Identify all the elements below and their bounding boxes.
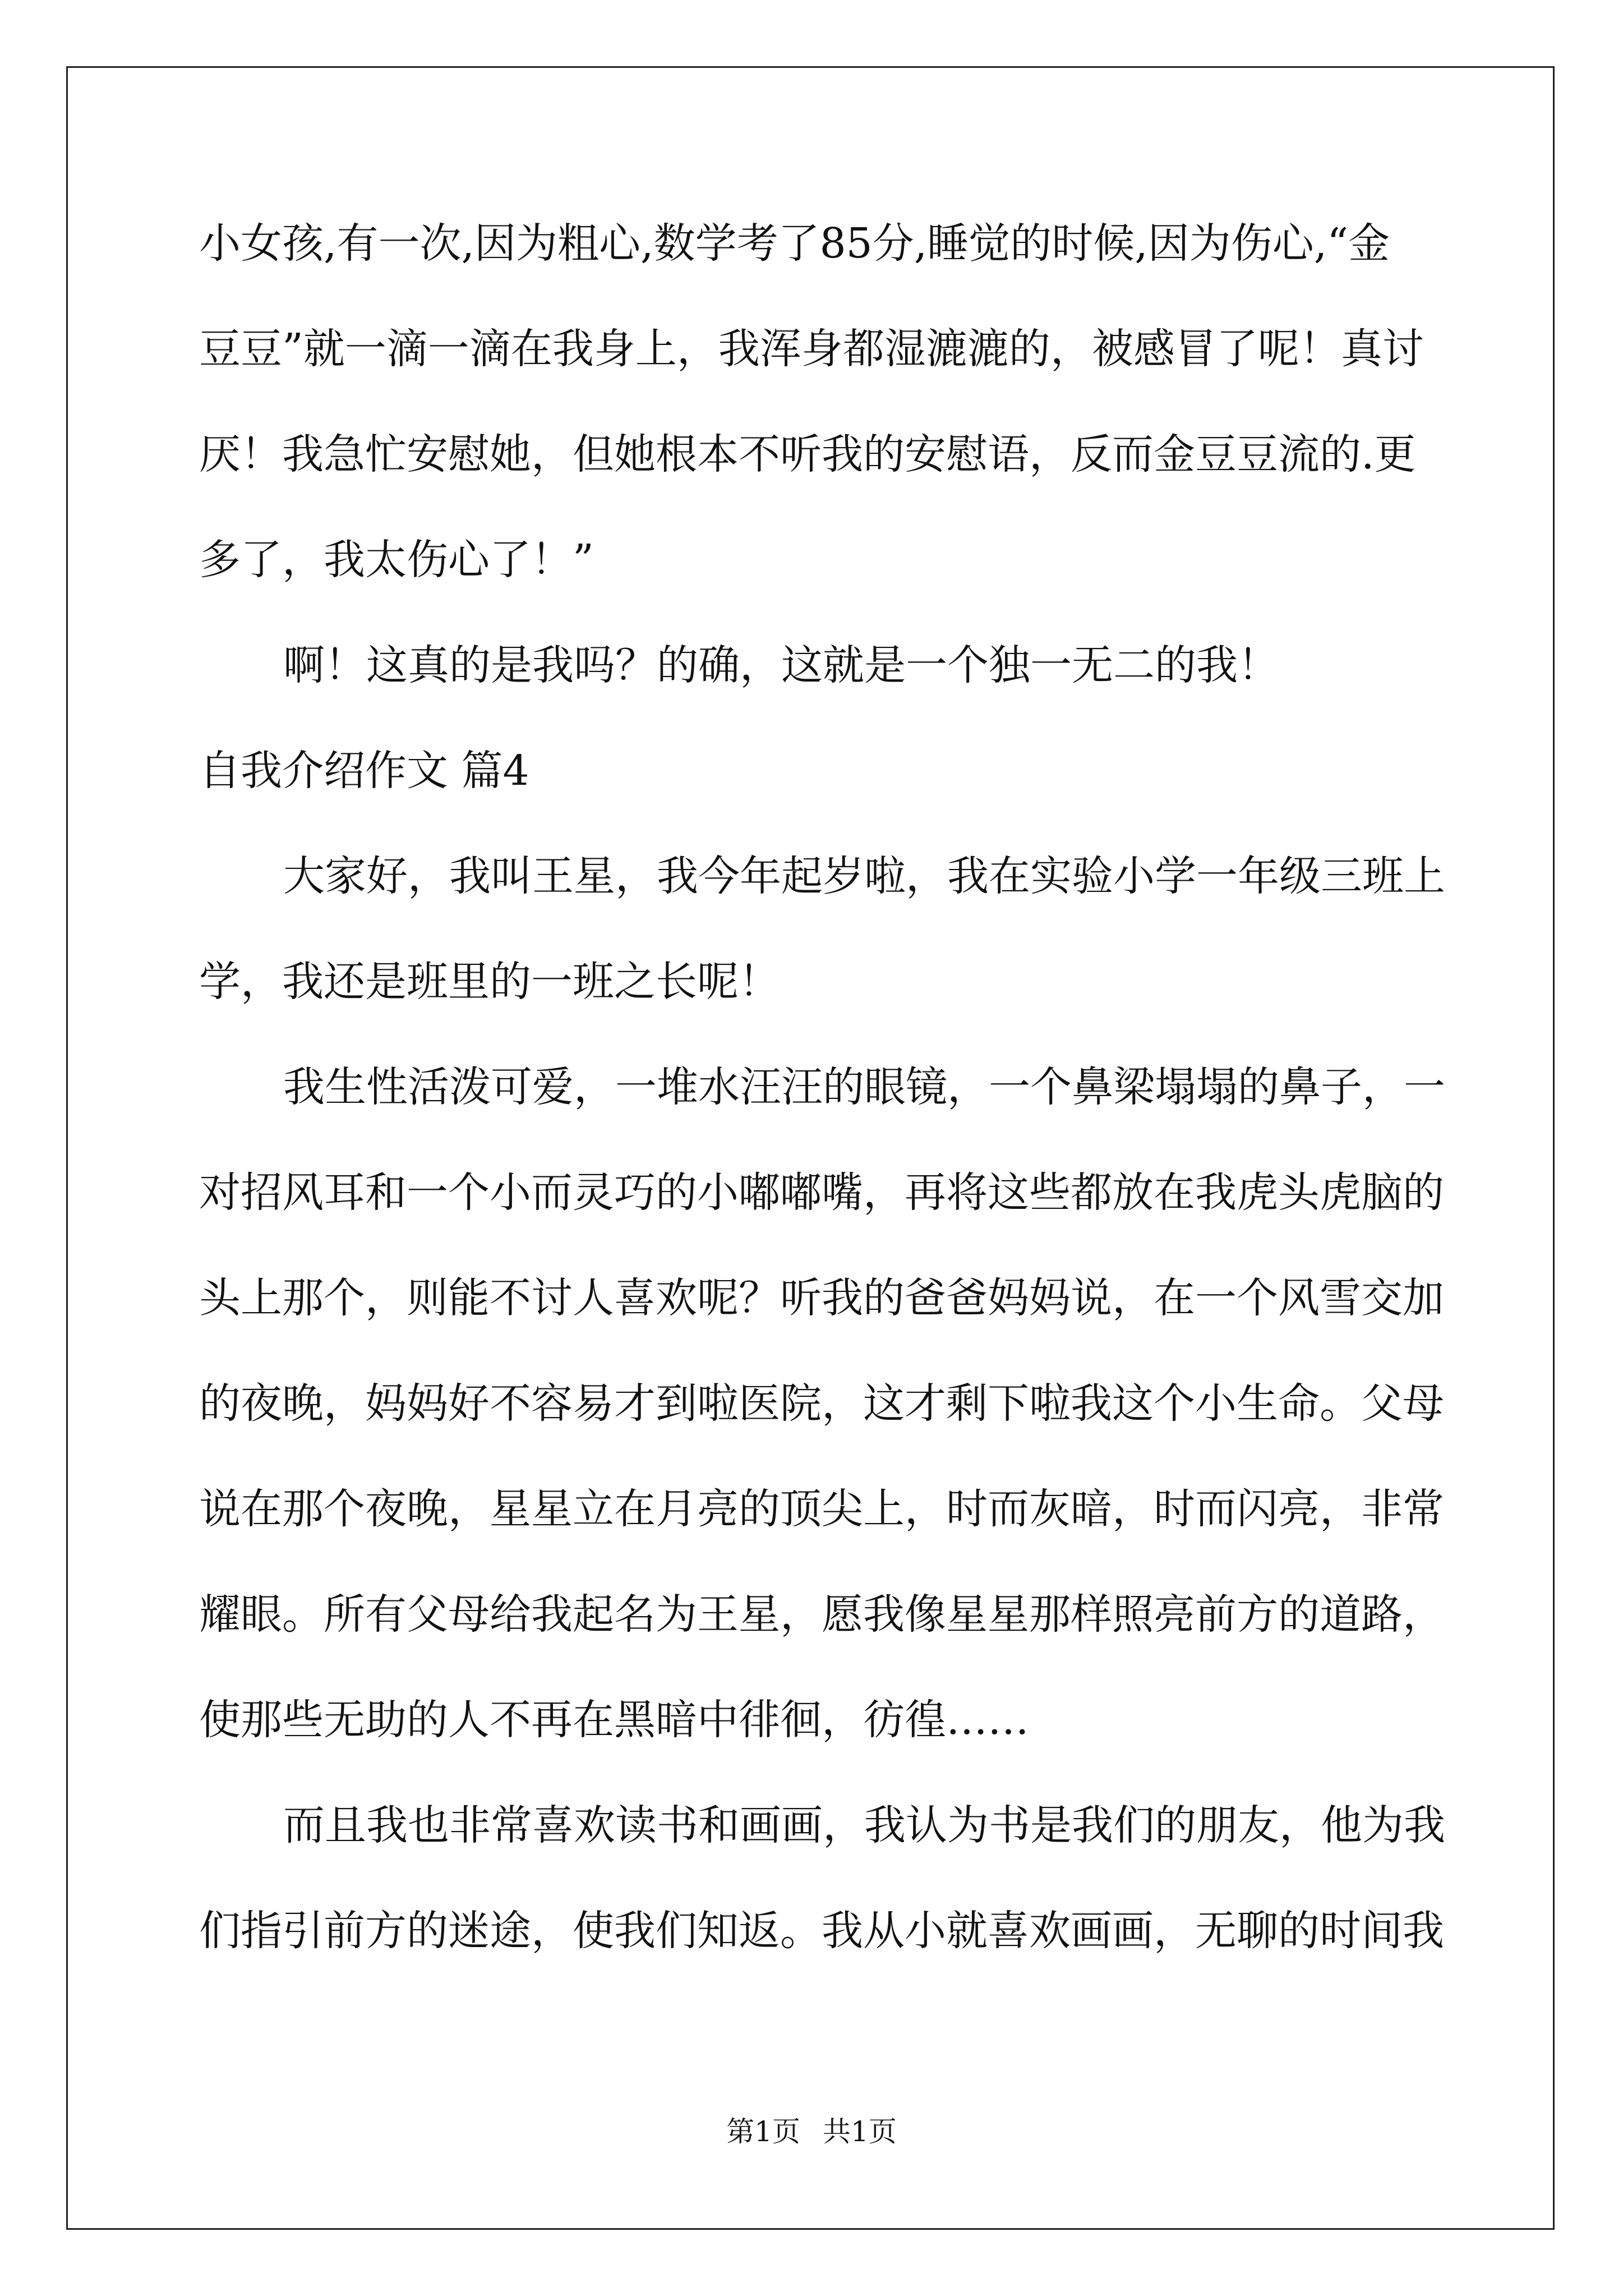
text-line: 多了，我太伤心了！” — [199, 536, 594, 584]
text-line: 我生性活泼可爱，一堆水汪汪的眼镜，一个鼻梁塌塌的鼻子，一 — [283, 1063, 1445, 1111]
text-line: 学，我还是班里的一班之长呢！ — [199, 958, 780, 1006]
text-line: 对招风耳和一个小而灵巧的小嘟嘟嘴，再将这些都放在我虎头虎脑的 — [199, 1168, 1444, 1217]
text-line: 啊！这真的是我吗？的确，这就是一个独一无二的我！ — [283, 641, 1279, 689]
section-heading: 自我介绍作文 篇4 — [199, 747, 529, 795]
text-line: 的夜晚，妈妈好不容易才到啦医院，这才剩下啦我这个小生命。父母 — [199, 1379, 1444, 1428]
text-line: 说在那个夜晚，星星立在月亮的顶尖上，时而灰暗，时而闪亮，非常 — [199, 1485, 1444, 1533]
text-line: 头上那个，则能不讨人喜欢呢？听我的爸爸妈妈说，在一个风雪交加 — [199, 1274, 1444, 1322]
text-line: 使那些无助的人不再在黑暗中徘徊，彷徨…… — [199, 1696, 1029, 1744]
text-line: 耀眼。所有父母给我起名为王星，愿我像星星那样照亮前方的道路， — [199, 1590, 1444, 1639]
text-line: 厌！我急忙安慰她，但她根本不听我的安慰语，反而金豆豆流的.更 — [199, 430, 1416, 478]
text-line: 小女孩,有一次,因为粗心,数学考了85分,睡觉的时候,因为伤心,“金 — [199, 219, 1390, 268]
page-number: 第1页 — [726, 2115, 800, 2148]
text-line: 豆豆”就一滴一滴在我身上，我浑身都湿漉漉的，被感冒了呢！真讨 — [199, 325, 1424, 373]
text-line: 而且我也非常喜欢读书和画画，我认为书是我们的朋友，他为我 — [283, 1801, 1445, 1849]
page-total: 共1页 — [823, 2115, 897, 2148]
text-line: 们指引前方的迷途，使我们知返。我从小就喜欢画画，无聊的时间我 — [199, 1907, 1444, 1955]
page-footer — [0, 2115, 1623, 2148]
document-body — [199, 191, 1445, 1984]
text-line: 大家好，我叫王星，我今年起岁啦，我在实验小学一年级三班上 — [283, 852, 1445, 900]
